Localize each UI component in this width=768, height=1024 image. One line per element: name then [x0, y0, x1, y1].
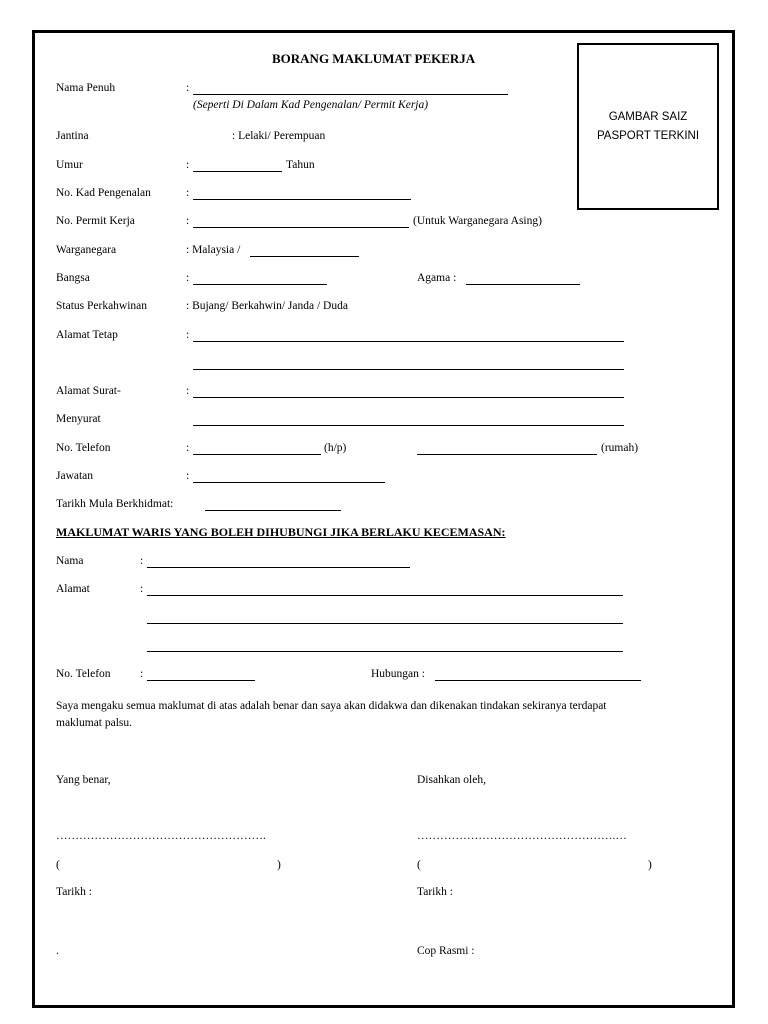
waris-heading: MAKLUMAT WARIS YANG BOLEH DIHUBUNGI JIKA BERLAKU KECEMASAN: — [56, 525, 506, 539]
colon: : — [186, 329, 190, 341]
input-alamat-surat-2[interactable] — [193, 425, 624, 426]
label-cop-rasmi: Cop Rasmi : — [417, 945, 475, 957]
status-options[interactable]: : Bujang/ Berkahwin/ Janda / Duda — [186, 300, 348, 312]
signature-line-right[interactable]: …………………………………………….… — [417, 830, 627, 842]
label-jawatan: Jawatan — [56, 470, 94, 482]
input-telefon-rumah[interactable] — [417, 454, 597, 455]
input-warganegara[interactable] — [250, 256, 359, 257]
colon: : — [140, 583, 144, 595]
input-permit-kerja[interactable] — [193, 227, 409, 228]
umur-unit: Tahun — [286, 159, 315, 171]
input-kad-pengenalan[interactable] — [193, 199, 411, 200]
label-yang-benar: Yang benar, — [56, 774, 111, 786]
label-tarikh-right: Tarikh : — [417, 886, 453, 898]
photo-box-line1: GAMBAR SAIZ — [608, 110, 688, 123]
colon: : — [140, 668, 144, 680]
colon: : — [186, 272, 190, 284]
label-warganegara: Warganegara — [56, 244, 117, 256]
form-title: BORANG MAKLUMAT PEKERJA — [272, 51, 476, 66]
input-nama-penuh[interactable] — [193, 94, 508, 95]
label-hubungan: Hubungan : — [371, 668, 425, 680]
input-waris-alamat-2[interactable] — [147, 623, 623, 624]
label-tarikh-mula: Tarikh Mula Berkhidmat: — [56, 498, 174, 510]
colon: : — [186, 385, 190, 397]
label-alamat-surat: Alamat Surat- — [56, 385, 121, 397]
name-paren-open-right: ( — [417, 859, 421, 871]
input-alamat-tetap-1[interactable] — [193, 341, 624, 342]
label-menyurat: Menyurat — [56, 413, 101, 425]
label-kad-pengenalan: No. Kad Pengenalan — [56, 187, 151, 199]
label-telefon: No. Telefon — [56, 442, 111, 454]
input-alamat-surat-1[interactable] — [193, 397, 624, 398]
label-agama: Agama : — [417, 272, 457, 284]
colon: : — [186, 215, 190, 227]
colon: : — [186, 82, 190, 94]
label-nama-penuh: Nama Penuh — [56, 82, 116, 94]
colon: : — [186, 442, 190, 454]
label-waris-telefon: No. Telefon — [56, 668, 111, 680]
label-tarikh-left: Tarikh : — [56, 886, 92, 898]
input-waris-nama[interactable] — [147, 567, 410, 568]
name-paren-close-right: ) — [648, 859, 652, 871]
label-alamat-tetap: Alamat Tetap — [56, 329, 118, 341]
input-bangsa[interactable] — [193, 284, 327, 285]
colon: : — [186, 470, 190, 482]
jantina-options[interactable]: : Lelaki/ Perempuan — [232, 130, 326, 142]
label-jantina: Jantina — [56, 130, 89, 142]
label-waris-alamat: Alamat — [56, 583, 90, 595]
input-hubungan[interactable] — [435, 680, 641, 681]
label-waris-nama: Nama — [56, 555, 84, 567]
colon: : — [140, 555, 144, 567]
input-telefon-hp[interactable] — [193, 454, 321, 455]
input-agama[interactable] — [466, 284, 580, 285]
input-umur[interactable] — [193, 171, 282, 172]
input-tarikh-mula[interactable] — [205, 510, 341, 511]
input-alamat-tetap-2[interactable] — [193, 369, 624, 370]
stray-dot: . — [56, 945, 59, 957]
colon: : — [186, 187, 190, 199]
signature-line-left[interactable]: ………………………………………………. — [56, 830, 266, 842]
declaration-line2: maklumat palsu. — [56, 717, 133, 729]
label-umur: Umur — [56, 159, 83, 171]
name-paren-open-left: ( — [56, 859, 60, 871]
input-waris-alamat-1[interactable] — [147, 595, 623, 596]
name-paren-close-left: ) — [277, 859, 281, 871]
passport-photo-box — [577, 43, 719, 210]
input-jawatan[interactable] — [193, 482, 385, 483]
photo-box-line2: PASPORT TERKINI — [596, 129, 700, 142]
nama-note: (Seperti Di Dalam Kad Pengenalan/ Permit Kerja) — [193, 99, 429, 111]
label-hp: (h/p) — [324, 442, 347, 454]
input-waris-telefon[interactable] — [147, 680, 255, 681]
colon: : — [186, 159, 190, 171]
input-waris-alamat-3[interactable] — [147, 651, 623, 652]
label-status-perkahwinan: Status Perkahwinan — [56, 300, 148, 312]
label-disahkan-oleh: Disahkan oleh, — [417, 774, 486, 786]
label-permit-kerja: No. Permit Kerja — [56, 215, 135, 227]
warganegara-value: : Malaysia / — [186, 244, 241, 256]
declaration-line1: Saya mengaku semua maklumat di atas adalah benar dan saya akan didakwa dan dikenakan tindakan sekiranya terdapat — [56, 700, 607, 712]
label-rumah: (rumah) — [601, 442, 639, 454]
label-bangsa: Bangsa — [56, 272, 90, 284]
permit-note: (Untuk Warganegara Asing) — [413, 215, 542, 227]
